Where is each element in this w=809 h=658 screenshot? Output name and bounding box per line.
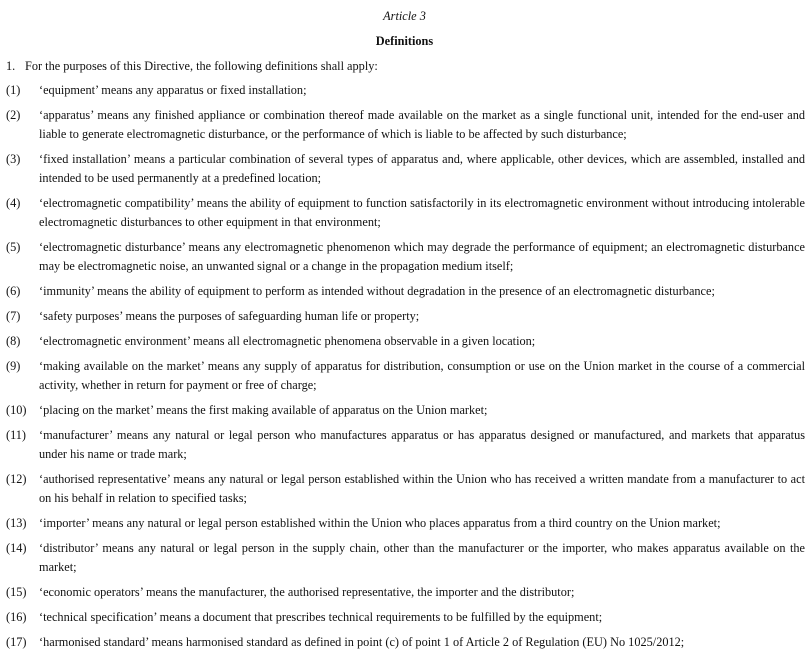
- definition-item: [0, 608, 809, 627]
- definition-item: [0, 238, 809, 276]
- definition-number: (2): [6, 108, 21, 122]
- definition-item: [0, 357, 809, 395]
- definition-number: (12): [6, 472, 27, 486]
- definition-item: [0, 332, 809, 351]
- definition-text: ‘technical specification’ means a document that prescribes technical requirements to be fulfilled by the equipment;: [39, 610, 603, 624]
- definition-number: (3): [6, 152, 21, 166]
- definition-text: ‘electromagnetic disturbance’ means any electromagnetic phenomenon which may degrade the performance of equipment; an electromagnetic disturbance may be electromagnetic noise, an unwanted signal or a change in the propagation medium itself;: [39, 240, 805, 273]
- definition-item: [0, 470, 809, 508]
- definition-text: ‘electromagnetic compatibility’ means the ability of equipment to function satisfactorily in its electromagnetic environment without introducing intolerable electromagnetic disturbances to other equipment in that environment;: [39, 196, 805, 229]
- definition-text: ‘authorised representative’ means any natural or legal person established within the Union who has received a written mandate from a manufacturer to act on his behalf in relation to specified tasks;: [39, 472, 805, 505]
- intro-paragraph: [6, 57, 805, 76]
- definition-number: (10): [6, 403, 27, 417]
- definition-number: (5): [6, 240, 21, 254]
- definition-item: [0, 150, 809, 188]
- definition-item: [0, 539, 809, 577]
- definition-item: [0, 81, 809, 100]
- definition-text: ‘importer’ means any natural or legal person established within the Union who places apparatus from a third country on the Union market;: [39, 516, 721, 530]
- definition-item: [0, 583, 809, 602]
- definition-number: (13): [6, 516, 27, 530]
- definition-text: ‘manufacturer’ means any natural or legal person who manufactures apparatus or has apparatus designed or manufactured, and markets that apparatus under his name or trade mark;: [39, 428, 805, 461]
- definition-text: ‘apparatus’ means any finished appliance or combination thereof made available on the market as a single functional unit, intended for the end-user and liable to generate electromagnetic disturbance, or the performance of which is liable to be affected by such disturbance;: [39, 108, 805, 141]
- definition-text: ‘electromagnetic environment’ means all electromagnetic phenomena observable in a given location;: [39, 334, 536, 348]
- definition-item: [0, 307, 809, 326]
- definition-number: (17): [6, 635, 27, 649]
- definition-item: [0, 633, 809, 652]
- article-title: Definitions: [375, 34, 434, 48]
- definition-number: (1): [6, 83, 21, 97]
- definition-number: (11): [6, 428, 27, 442]
- definition-text: ‘fixed installation’ means a particular combination of several types of apparatus and, where applicable, other devices, which are assembled, installed and intended to be used permanently at a predefined location;: [39, 152, 805, 185]
- definition-number: (6): [6, 284, 21, 298]
- definition-item: [0, 401, 809, 420]
- definition-number: (9): [6, 359, 21, 373]
- definition-item: [0, 514, 809, 533]
- definition-text: ‘making available on the market’ means any supply of apparatus for distribution, consumption or use on the Union market in the course of a commercial activity, whether in return for payment or free of charge;: [39, 359, 805, 392]
- definition-text: ‘distributor’ means any natural or legal person in the supply chain, other than the manufacturer or the importer, who makes apparatus available on the market;: [39, 541, 805, 574]
- definitions-list: [0, 81, 809, 658]
- definition-text: ‘placing on the market’ means the first making available of apparatus on the Union market;: [39, 403, 488, 417]
- definition-item: [0, 282, 809, 301]
- definition-text: ‘safety purposes’ means the purposes of safeguarding human life or property;: [39, 309, 420, 323]
- definition-item: [0, 426, 809, 464]
- definition-number: (8): [6, 334, 21, 348]
- definition-item: [0, 194, 809, 232]
- definition-number: (15): [6, 585, 27, 599]
- definition-text: ‘economic operators’ means the manufacturer, the authorised representative, the importer and the distributor;: [39, 585, 575, 599]
- article-number: Article 3: [383, 9, 426, 23]
- definition-text: ‘harmonised standard’ means harmonised standard as defined in point (c) of point 1 of Article 2 of Regulation (EU) No 1025/2012;: [39, 635, 685, 649]
- intro-number: 1.: [6, 59, 16, 73]
- definition-number: (7): [6, 309, 21, 323]
- definition-number: (14): [6, 541, 27, 555]
- definition-number: (4): [6, 196, 21, 210]
- definition-text: ‘immunity’ means the ability of equipment to perform as intended without degradation in the presence of an electromagnetic disturbance;: [39, 284, 715, 298]
- definition-number: (16): [6, 610, 27, 624]
- definition-item: [0, 106, 809, 144]
- definition-text: ‘equipment’ means any apparatus or fixed installation;: [39, 83, 307, 97]
- intro-text: For the purposes of this Directive, the following definitions shall apply:: [25, 59, 378, 73]
